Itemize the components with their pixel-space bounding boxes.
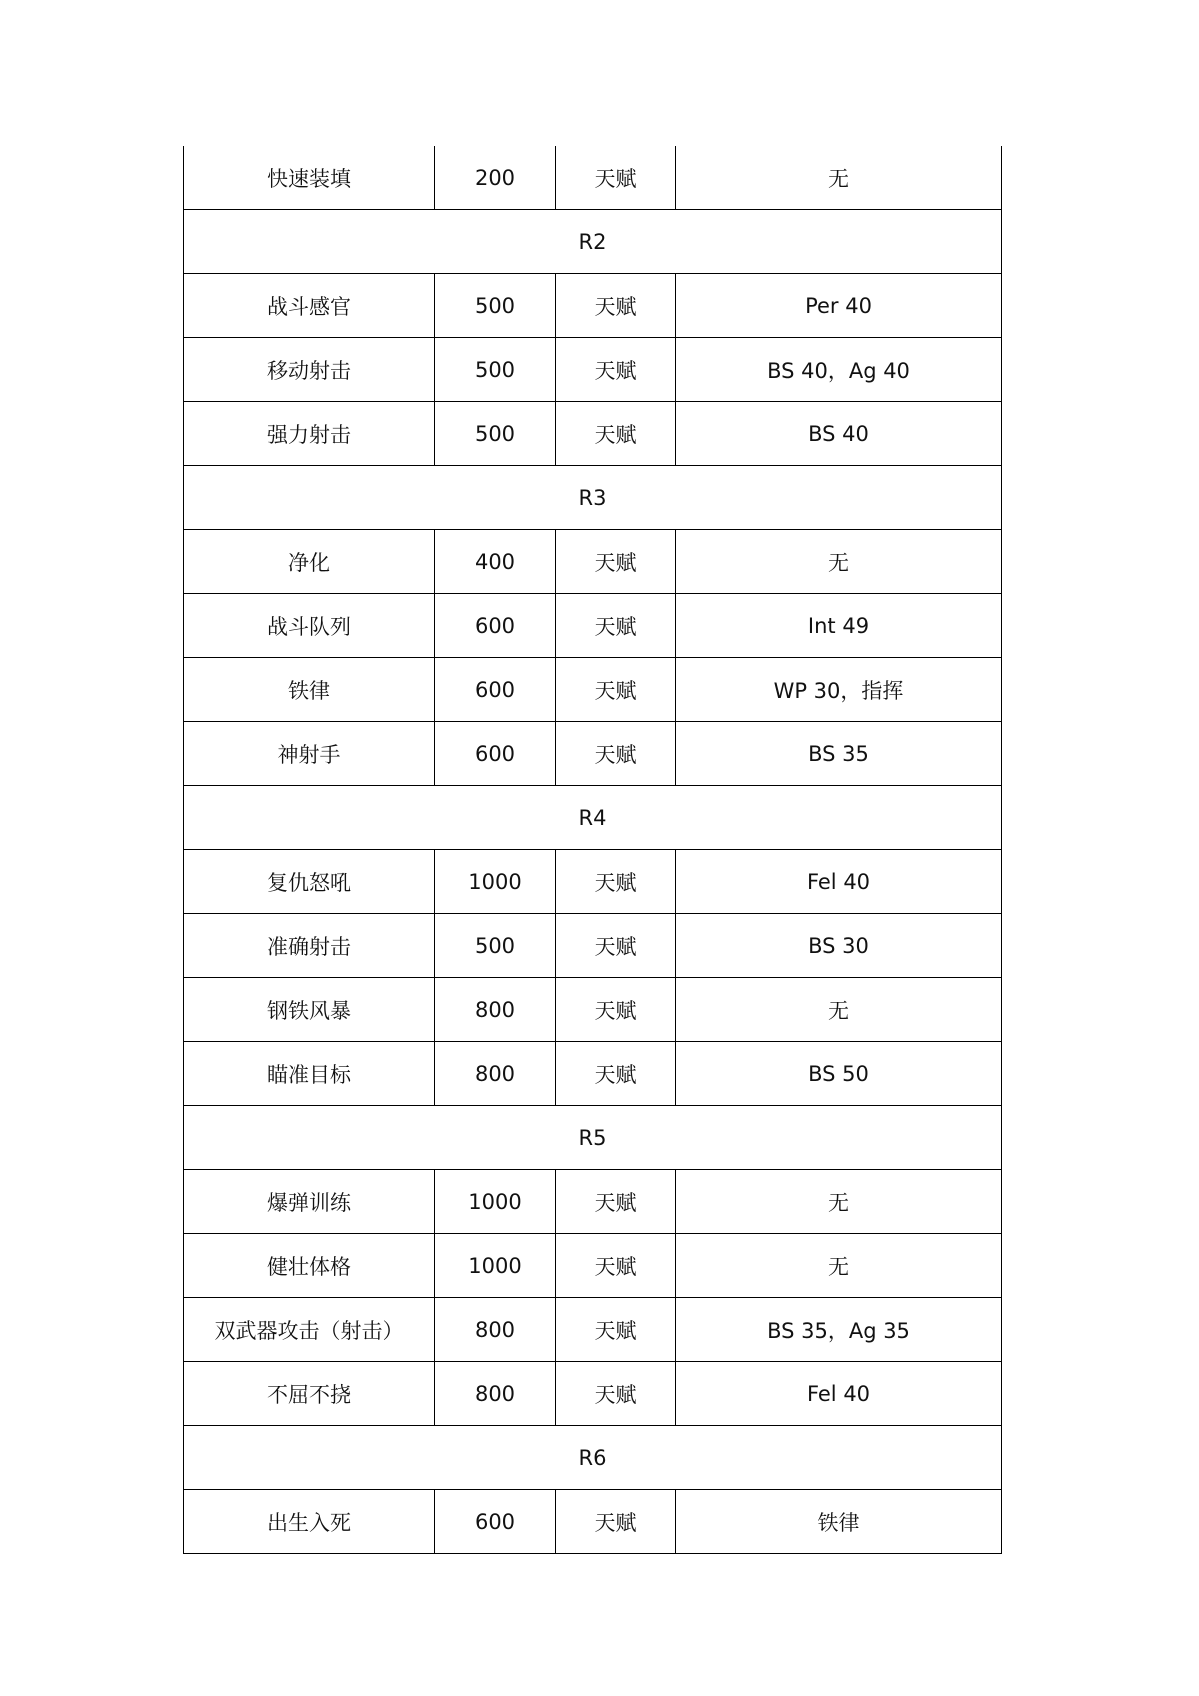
talent-cost-cell: 200 [435, 146, 556, 210]
talent-requirement-cell: 无 [676, 978, 1002, 1042]
talent-type-cell: 天赋 [556, 722, 676, 786]
talent-requirement-cell: Int 49 [676, 594, 1002, 658]
talent-type-cell: 天赋 [556, 594, 676, 658]
talent-cost-cell: 500 [435, 274, 556, 338]
talent-cost-cell: 800 [435, 978, 556, 1042]
rank-header-row [184, 1106, 1002, 1170]
talent-requirement-cell: BS 30 [676, 914, 1002, 978]
talent-cost-cell: 1000 [435, 1170, 556, 1234]
table-row [184, 274, 1002, 338]
table-row [184, 850, 1002, 914]
talent-requirement-cell: BS 40 [676, 402, 1002, 466]
talent-name-cell: 准确射击 [184, 914, 435, 978]
talent-cost-cell: 400 [435, 530, 556, 594]
talent-name-cell: 神射手 [184, 722, 435, 786]
talent-cost-cell: 800 [435, 1298, 556, 1362]
table-row [184, 530, 1002, 594]
talent-name-cell: 双武器攻击（射击） [184, 1298, 435, 1362]
talent-requirement-cell: 无 [676, 1170, 1002, 1234]
talent-name-cell: 铁律 [184, 658, 435, 722]
talent-cost-cell: 1000 [435, 850, 556, 914]
talent-cost-cell: 800 [435, 1042, 556, 1106]
table-row [184, 1234, 1002, 1298]
table-row [184, 1042, 1002, 1106]
table-row [184, 1362, 1002, 1426]
talent-requirement-cell: Fel 40 [676, 1362, 1002, 1426]
table-row [184, 402, 1002, 466]
talent-type-cell: 天赋 [556, 1042, 676, 1106]
talent-cost-cell: 600 [435, 1490, 556, 1554]
talent-name-cell: 爆弹训练 [184, 1170, 435, 1234]
table-row [184, 146, 1002, 210]
talent-type-cell: 天赋 [556, 530, 676, 594]
table-row [184, 658, 1002, 722]
table-row [184, 914, 1002, 978]
talent-type-cell: 天赋 [556, 658, 676, 722]
table-row [184, 1490, 1002, 1554]
talent-requirement-cell: WP 30，指挥 [676, 658, 1002, 722]
table-row [184, 338, 1002, 402]
talent-requirement-cell: Fel 40 [676, 850, 1002, 914]
rank-label: R6 [184, 1426, 1002, 1490]
table-row [184, 594, 1002, 658]
talent-name-cell: 净化 [184, 530, 435, 594]
talent-cost-cell: 500 [435, 402, 556, 466]
talent-type-cell: 天赋 [556, 1234, 676, 1298]
talent-type-cell: 天赋 [556, 1170, 676, 1234]
talent-cost-cell: 500 [435, 338, 556, 402]
talent-name-cell: 健壮体格 [184, 1234, 435, 1298]
rank-header-row [184, 466, 1002, 530]
talent-type-cell: 天赋 [556, 914, 676, 978]
talent-cost-cell: 600 [435, 594, 556, 658]
rank-label: R3 [184, 466, 1002, 530]
talent-name-cell: 钢铁风暴 [184, 978, 435, 1042]
rank-header-row [184, 210, 1002, 274]
talent-name-cell: 移动射击 [184, 338, 435, 402]
talent-name-cell: 复仇怒吼 [184, 850, 435, 914]
rank-header-row [184, 1426, 1002, 1490]
table-row [184, 978, 1002, 1042]
talent-cost-cell: 800 [435, 1362, 556, 1426]
rank-label: R2 [184, 210, 1002, 274]
talent-type-cell: 天赋 [556, 146, 676, 210]
talent-requirement-cell: 铁律 [676, 1490, 1002, 1554]
talent-name-cell: 不屈不挠 [184, 1362, 435, 1426]
talent-requirement-cell: Per 40 [676, 274, 1002, 338]
talent-requirement-cell: 无 [676, 1234, 1002, 1298]
talent-requirement-cell: BS 40，Ag 40 [676, 338, 1002, 402]
talent-requirement-cell: BS 35，Ag 35 [676, 1298, 1002, 1362]
talent-type-cell: 天赋 [556, 402, 676, 466]
talent-name-cell: 战斗感官 [184, 274, 435, 338]
talent-cost-cell: 1000 [435, 1234, 556, 1298]
table-row [184, 1298, 1002, 1362]
talent-type-cell: 天赋 [556, 850, 676, 914]
rank-header-row [184, 786, 1002, 850]
talent-requirement-cell: 无 [676, 146, 1002, 210]
talent-cost-cell: 600 [435, 658, 556, 722]
talent-requirement-cell: BS 50 [676, 1042, 1002, 1106]
talent-name-cell: 强力射击 [184, 402, 435, 466]
talent-type-cell: 天赋 [556, 1298, 676, 1362]
talent-name-cell: 瞄准目标 [184, 1042, 435, 1106]
talent-table-body [184, 146, 1002, 1554]
talent-cost-cell: 600 [435, 722, 556, 786]
talent-name-cell: 出生入死 [184, 1490, 435, 1554]
talent-cost-cell: 500 [435, 914, 556, 978]
talent-type-cell: 天赋 [556, 1490, 676, 1554]
rank-label: R4 [184, 786, 1002, 850]
table-row [184, 722, 1002, 786]
talent-type-cell: 天赋 [556, 274, 676, 338]
rank-label: R5 [184, 1106, 1002, 1170]
talent-requirement-cell: BS 35 [676, 722, 1002, 786]
talent-table [183, 146, 1002, 1554]
table-row [184, 1170, 1002, 1234]
talent-type-cell: 天赋 [556, 1362, 676, 1426]
talent-name-cell: 快速装填 [184, 146, 435, 210]
talent-name-cell: 战斗队列 [184, 594, 435, 658]
talent-type-cell: 天赋 [556, 978, 676, 1042]
talent-requirement-cell: 无 [676, 530, 1002, 594]
talent-type-cell: 天赋 [556, 338, 676, 402]
